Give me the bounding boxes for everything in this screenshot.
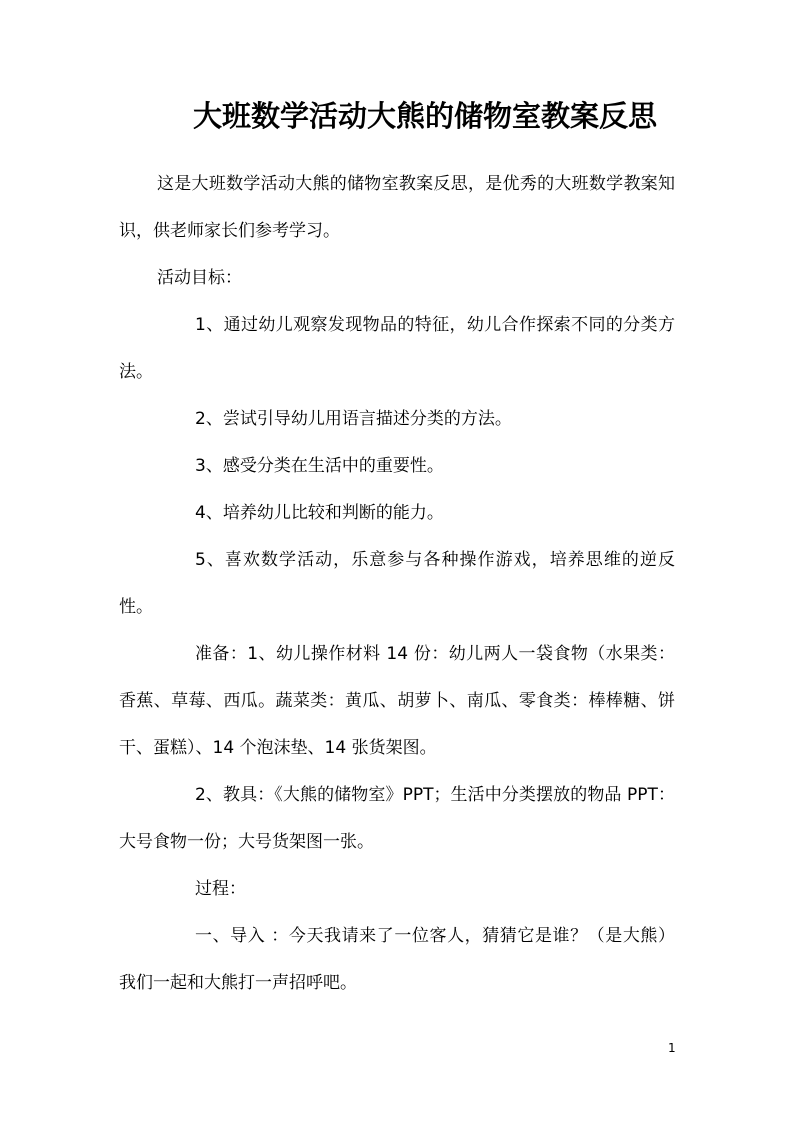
paragraph-preparation-2: 2、教具：《大熊的储物室》PPT；生活中分类摆放的物品 PPT：大号食物一份；大号货架图一张。 <box>119 785 675 852</box>
paragraph-intro: 这是大班数学活动大熊的储物室教案反思，是优秀的大班数学教案知识，供老师家长们参考学习。 <box>119 174 675 241</box>
paragraph-process-heading: 过程： <box>195 879 246 899</box>
paragraph-goal-5: 5、喜欢数学活动，乐意参与各种操作游戏，培养思维的逆反性。 <box>119 550 675 617</box>
paragraph-goal-1: 1、通过幼儿观察发现物品的特征，幼儿合作探索不同的分类方法。 <box>119 315 675 382</box>
page-number: 1 <box>668 1041 676 1055</box>
paragraph-goal-3: 3、感受分类在生活中的重要性。 <box>195 456 444 476</box>
document-body <box>119 161 675 1007</box>
paragraph-goal-4: 4、培养幼儿比较和判断的能力。 <box>195 503 444 523</box>
paragraph-preparation-1: 准备：1、幼儿操作材料 14 份：幼儿两人一袋食物（水果类：香蕉、草莓、西瓜。蔬菜类：黄瓜、胡萝卜、南瓜、零食类：棒棒糖、饼干、蛋糕）、14 个泡沫垫、14 张货架图。 <box>119 644 675 758</box>
paragraph-goals-heading: 活动目标： <box>157 268 242 288</box>
document-title: 大班数学活动大熊的储物室教案反思 <box>192 99 657 133</box>
paragraph-goal-2: 2、尝试引导幼儿用语言描述分类的方法。 <box>195 409 512 429</box>
paragraph-process-1: 一、导入 ：今天我请来了一位客人，猜猜它是谁？（是大熊）我们一起和大熊打一声招呼吧。 <box>119 926 675 993</box>
